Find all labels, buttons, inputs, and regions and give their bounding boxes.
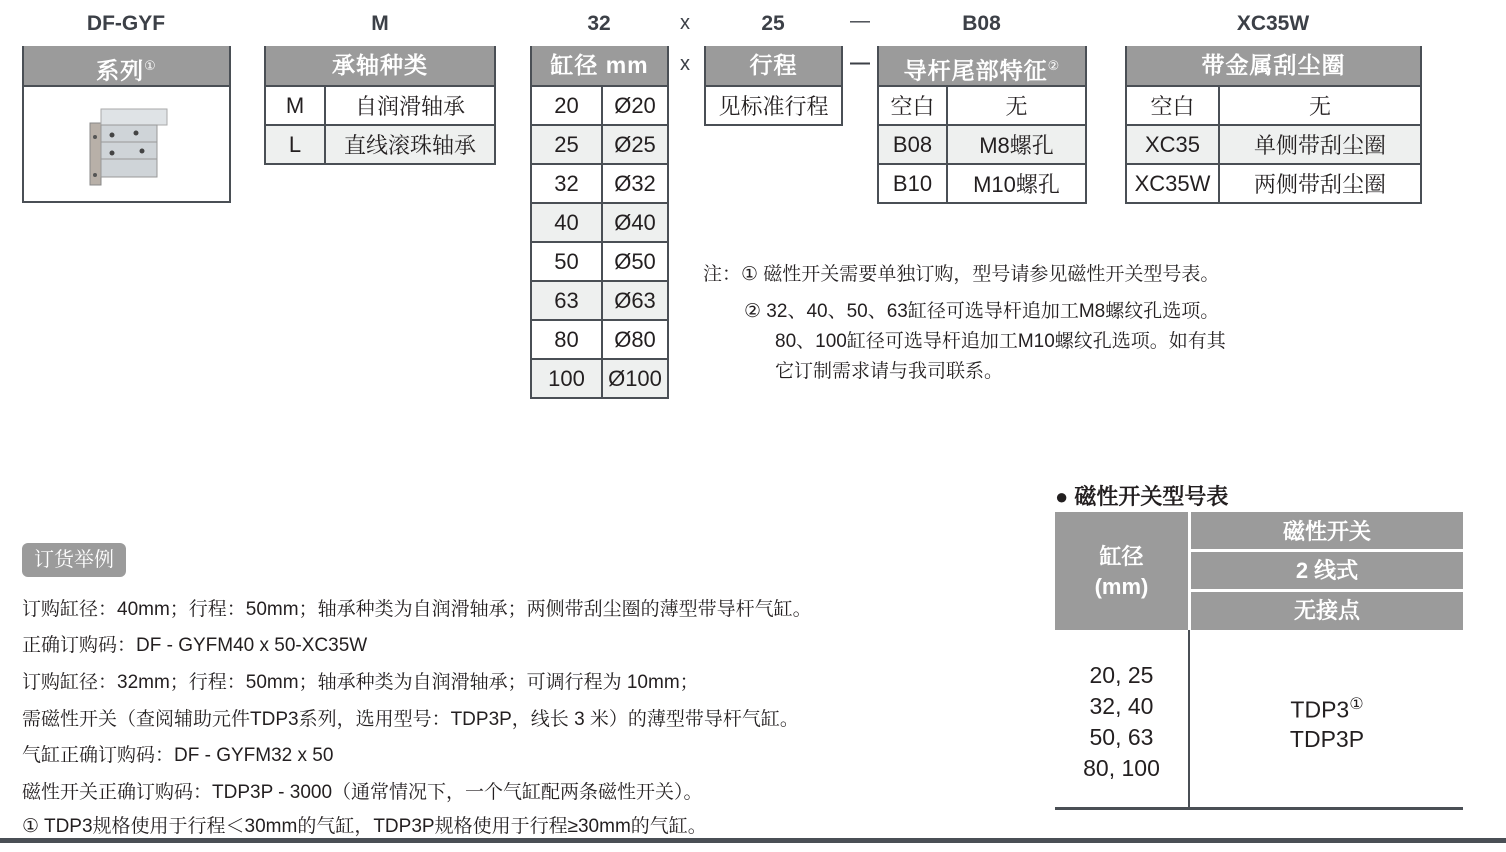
- guide-code-cell: B08: [892, 131, 933, 157]
- bullet-icon: ●: [1055, 484, 1069, 509]
- bearing-row: [266, 85, 494, 124]
- bore-row: [532, 85, 667, 124]
- bore-desc-cell: Ø25: [601, 126, 667, 163]
- example-line: 磁性开关正确订购码：TDP3P - 3000（通常情况下，一个气缸配两条磁性开关）。: [22, 782, 703, 803]
- bore-value: 80, 100: [1083, 755, 1160, 781]
- model-tdp3p: TDP3P: [1289, 725, 1365, 752]
- bore-code-cell: 32: [554, 170, 579, 196]
- bore-desc-cell: Ø32: [601, 165, 667, 202]
- code-series: DF-GYF: [86, 12, 166, 35]
- guide-row: [879, 124, 1085, 163]
- bearing-code-cell: L: [288, 131, 302, 157]
- bore-desc-cell: Ø100: [601, 360, 667, 397]
- note-2-cont: 它订制需求请与我司联系。: [775, 361, 1004, 382]
- dust-desc-cell: 单侧带刮尘圈: [1218, 126, 1420, 163]
- dust-ring-table: [1125, 46, 1422, 204]
- bearing-type-table: [264, 46, 496, 165]
- separator-dash: —: [850, 10, 870, 32]
- bore-value: 20, 25: [1089, 662, 1154, 688]
- bore-desc-cell: Ø50: [601, 243, 667, 280]
- cylinder-product-icon: [24, 87, 233, 201]
- code-guide: B08: [962, 12, 1001, 35]
- bore-row: [532, 202, 667, 241]
- bore-header: [1055, 512, 1188, 630]
- example-line: 订购缸径：32mm；行程：50mm；轴承种类为自润滑轴承；可调行程为 10mm；: [22, 672, 699, 693]
- dust-row: [1127, 124, 1420, 163]
- example-line: 气缸正确订购码：DF - GYFM32 x 50: [22, 745, 334, 766]
- code-dust: XC35W: [1236, 12, 1310, 35]
- bore-row: [532, 124, 667, 163]
- wire-header: 2 线式: [1191, 552, 1463, 589]
- guide-code-cell: B10: [892, 170, 933, 196]
- contact-header: 无接点: [1191, 592, 1463, 630]
- bearing-desc-cell: 直线滚珠轴承: [324, 126, 494, 163]
- bore-code-cell: 25: [554, 131, 579, 157]
- bore-desc-cell: Ø63: [601, 282, 667, 319]
- series-header: [24, 46, 229, 85]
- guide-end-table: [877, 46, 1087, 204]
- dust-code-cell: XC35W: [1134, 170, 1211, 196]
- model-value: [1191, 690, 1463, 725]
- bore-values: [1055, 660, 1188, 784]
- bearing-code-cell: M: [285, 92, 305, 118]
- cylinder-image: [24, 85, 229, 201]
- code-stroke: 25: [761, 12, 785, 35]
- note-2-cont: 80、100缸径可选导杆追加工M10螺纹孔选项。如有其: [775, 331, 1226, 352]
- note-marker: ②: [1047, 58, 1061, 73]
- bore-header-label: 缸径: [1099, 544, 1144, 569]
- separator-x: x: [680, 53, 690, 75]
- bore-code-cell: 50: [554, 248, 579, 274]
- example-line: 正确订购码：DF - GYFM40 x 50-XC35W: [22, 635, 368, 656]
- guide-desc-cell: M10螺孔: [946, 165, 1085, 202]
- dust-header: 带金属刮尘圈: [1127, 46, 1420, 85]
- series-header-label: 系列: [96, 57, 145, 84]
- bore-desc-cell: Ø40: [601, 204, 667, 241]
- code-bore: 32: [587, 12, 611, 35]
- dust-desc-cell: 无: [1218, 87, 1420, 124]
- bore-unit-label: (mm): [1094, 574, 1149, 599]
- guide-row: [879, 85, 1085, 124]
- series-table: [22, 46, 231, 203]
- bore-desc-cell: Ø20: [601, 87, 667, 124]
- dust-desc-cell: 两侧带刮尘圈: [1218, 165, 1420, 202]
- stroke-table: [704, 46, 843, 126]
- column-divider: [1188, 630, 1190, 810]
- bore-row: [532, 241, 667, 280]
- note-marker: ①: [144, 58, 157, 73]
- bore-desc-cell: Ø80: [601, 321, 667, 358]
- guide-header: [879, 46, 1085, 85]
- bottom-rule: [0, 838, 1506, 843]
- bore-code-cell: 63: [554, 287, 579, 313]
- separator-x: x: [680, 12, 690, 34]
- bore-value: 50, 63: [1089, 724, 1154, 750]
- switch-header: 磁性开关: [1191, 512, 1463, 549]
- magnetic-table-title: [1055, 480, 1228, 511]
- note-marker: ①: [1349, 696, 1364, 713]
- bore-row: [532, 319, 667, 358]
- guide-code-cell: 空白: [890, 94, 935, 119]
- dust-row: [1127, 85, 1420, 124]
- separator-dash: —: [850, 52, 870, 74]
- guide-header-label: 导杆尾部特征: [903, 57, 1048, 84]
- dust-code-cell: XC35: [1144, 131, 1201, 157]
- bearing-header: 承轴种类: [266, 46, 494, 85]
- note-2: ② 32、40、50、63缸径可选导杆追加工M8螺纹孔选项。: [744, 301, 1220, 322]
- guide-row: [879, 163, 1085, 202]
- bore-code-cell: 80: [554, 326, 579, 352]
- note-1: 注：① 磁性开关需要单独订购，型号请参见磁性开关型号表。: [703, 264, 1220, 285]
- magnetic-switch-table: [1055, 512, 1463, 810]
- guide-desc-cell: M8螺孔: [946, 126, 1085, 163]
- stroke-code-cell: 见标准行程: [718, 94, 829, 119]
- guide-desc-cell: 无: [946, 87, 1085, 124]
- bearing-row: [266, 124, 494, 163]
- bore-code-cell: 100: [548, 365, 585, 391]
- bore-row: [532, 358, 667, 397]
- example-line: 需磁性开关（查阅辅助元件TDP3系列，选用型号：TDP3P，线长 3 米）的薄型带导杆气缸。: [22, 709, 799, 730]
- magnetic-title-label: 磁性开关型号表: [1074, 484, 1229, 509]
- model-values: [1191, 690, 1463, 754]
- code-bearing: M: [371, 12, 389, 35]
- bore-header: 缸径 mm: [532, 46, 667, 85]
- bore-row: [532, 280, 667, 319]
- example-line: ① TDP3规格使用于行程＜30mm的气缸，TDP3P规格使用于行程≥30mm的气缸。: [22, 816, 707, 837]
- bore-code-cell: 40: [554, 209, 579, 235]
- bore-value: 32, 40: [1089, 693, 1154, 719]
- bore-table: [530, 46, 669, 399]
- bearing-desc-cell: 自润滑轴承: [324, 87, 494, 124]
- dust-row: [1127, 163, 1420, 202]
- model-tdp3: TDP3: [1290, 696, 1350, 723]
- order-example-badge: 订货举例: [22, 543, 126, 577]
- bore-code-cell: 20: [554, 92, 579, 118]
- stroke-header: 行程: [706, 46, 841, 85]
- bore-row: [532, 163, 667, 202]
- dust-code-cell: 空白: [1150, 94, 1195, 119]
- example-line: 订购缸径：40mm；行程：50mm；轴承种类为自润滑轴承；两侧带刮尘圈的薄型带导杆气缸。: [22, 599, 812, 620]
- stroke-row: [706, 85, 841, 124]
